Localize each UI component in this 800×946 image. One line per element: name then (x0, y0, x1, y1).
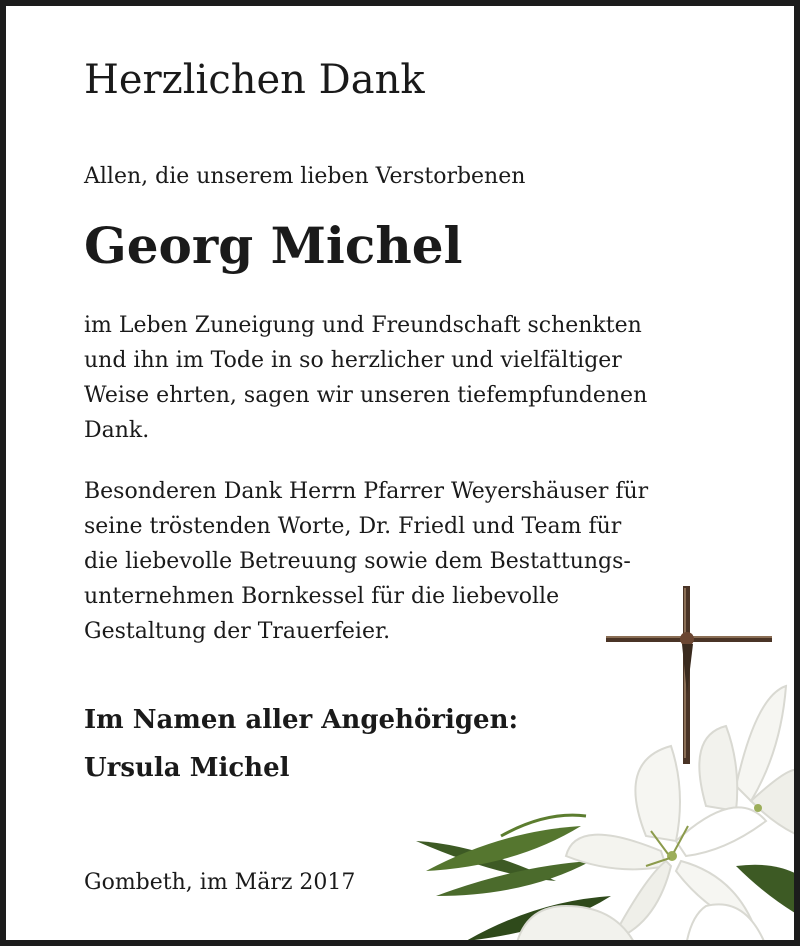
paragraph-line: die liebevolle Betreuung sowie dem Bestattungs- (84, 549, 631, 574)
signature-heading: Im Namen aller Angehörigen: (84, 705, 519, 735)
thanks-paragraph (84, 308, 647, 448)
signature-name: Ursula Michel (84, 753, 290, 783)
paragraph-line: Gestaltung der Trauerfeier. (84, 619, 391, 644)
paragraph-line: seine tröstenden Worte, Dr. Friedl und Team für (84, 514, 622, 539)
paragraph-line: Weise ehrten, sagen wir unseren tiefempfundenen (84, 383, 648, 408)
paragraph-line: im Leben Zuneigung und Freundschaft schenkten (84, 313, 642, 338)
paragraph-line: Besonderen Dank Herrn Pfarrer Weyershäuser für (84, 479, 649, 504)
cross-and-lilies-decoration (406, 576, 800, 946)
notice-title: Herzlichen Dank (84, 57, 425, 103)
cross-icon (606, 586, 772, 764)
paragraph-line: und ihn im Tode in so herzlicher und vielfältiger (84, 348, 622, 373)
paragraph-line: unternehmen Bornkessel für die liebevolle (84, 584, 560, 609)
paragraph-line: Dank. (84, 418, 150, 443)
place-date: Gombeth, im März 2017 (84, 870, 356, 895)
intro-line: Allen, die unserem lieben Verstorbenen (84, 164, 526, 189)
deceased-name: Georg Michel (84, 216, 463, 275)
